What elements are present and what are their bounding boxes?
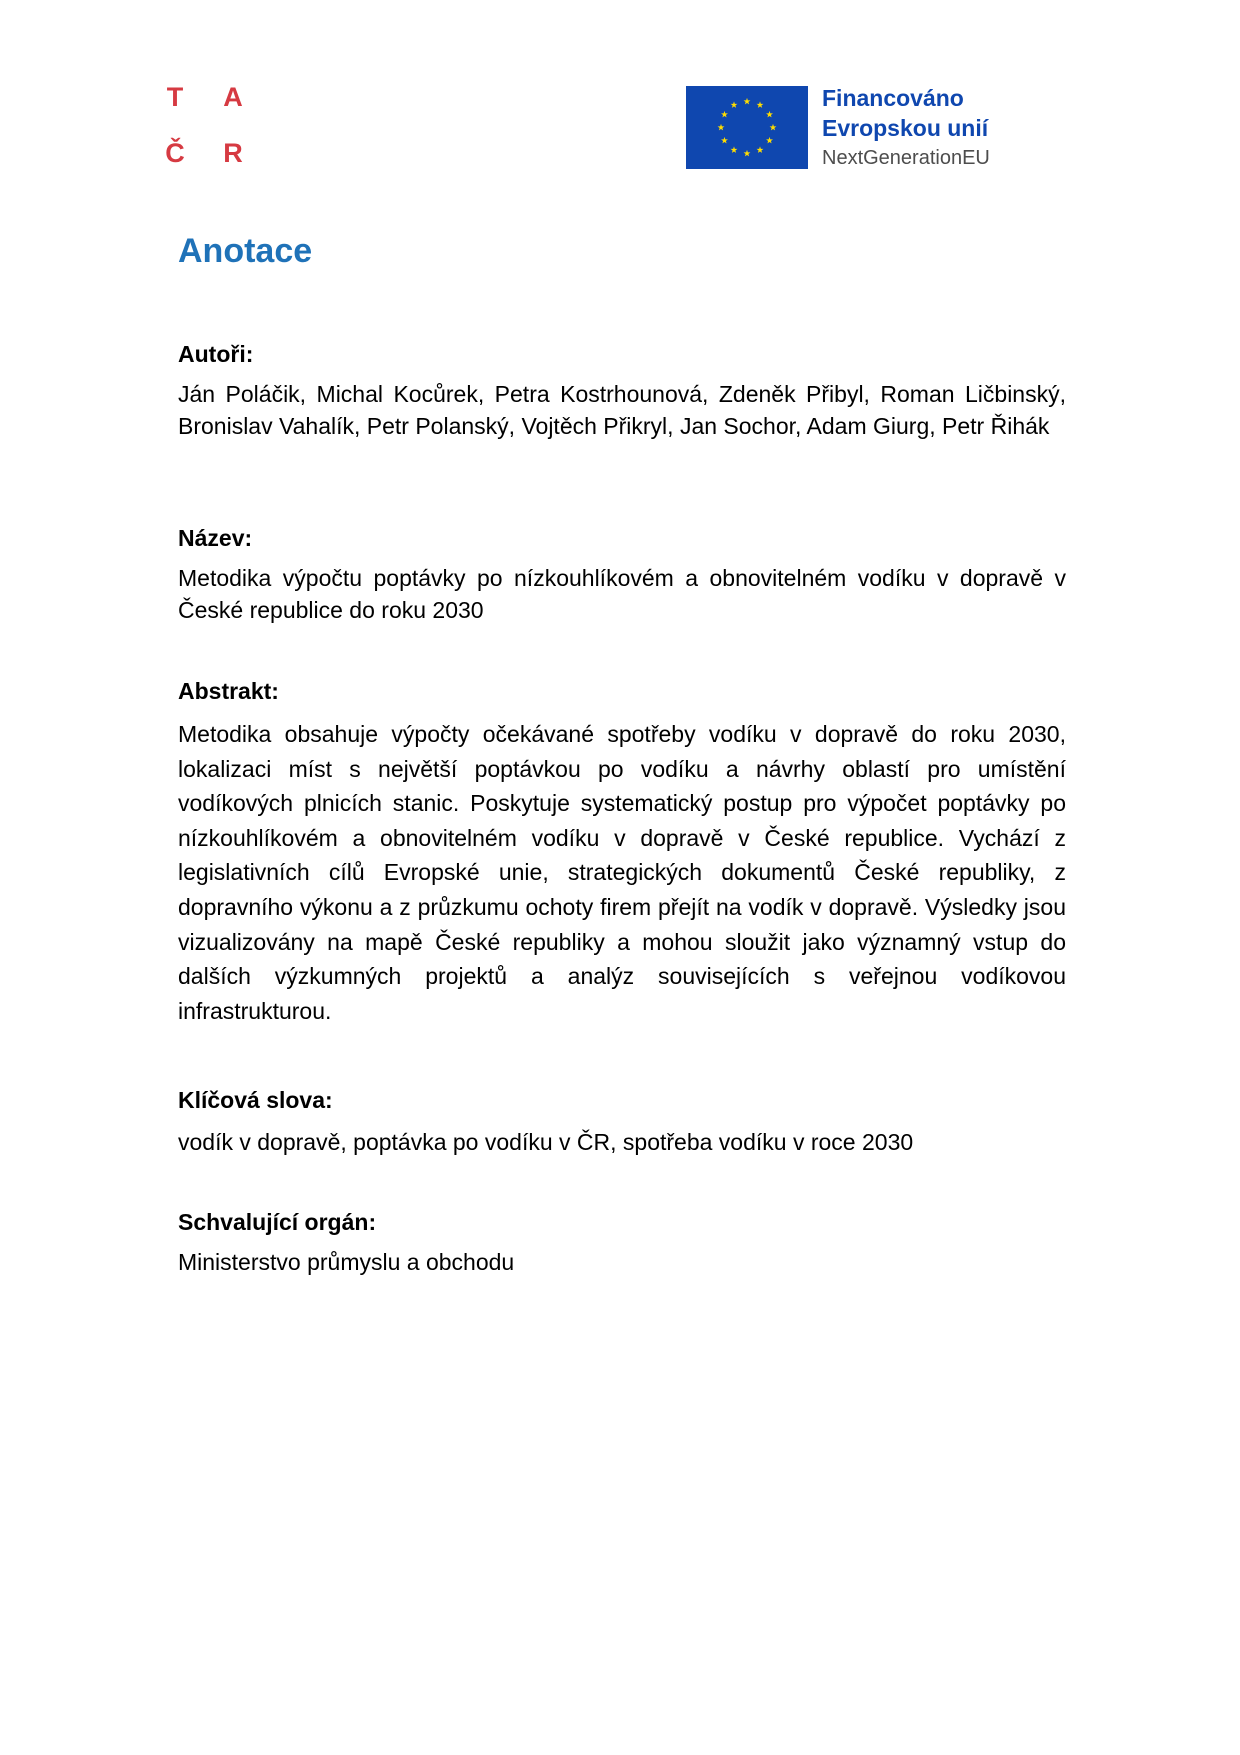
eu-flag-icon bbox=[686, 86, 808, 169]
tacr-letter-t: T bbox=[166, 82, 184, 112]
name-label: Název: bbox=[178, 525, 253, 551]
eu-star-icon bbox=[744, 98, 751, 105]
eu-star-icon bbox=[766, 111, 773, 118]
eu-star-icon bbox=[757, 146, 764, 153]
authors-section bbox=[178, 338, 1066, 442]
eu-star-icon bbox=[757, 101, 764, 108]
eu-star-icon bbox=[731, 146, 738, 153]
tacr-letter-c: Č bbox=[165, 138, 185, 168]
keywords-label: Klíčová slova: bbox=[178, 1087, 333, 1113]
name-text: Metodika výpočtu poptávky po nízkouhlíkovém a obnovitelném vodíku v dopravě v České republice do roku 2030 bbox=[178, 565, 1066, 623]
eu-star-icon bbox=[731, 101, 738, 108]
eu-star-icon bbox=[744, 150, 751, 157]
page-title: Anotace bbox=[178, 232, 313, 270]
approving-body-text: Ministerstvo průmyslu a obchodu bbox=[178, 1249, 515, 1275]
eu-star-icon bbox=[721, 111, 728, 118]
approving-body-label: Schvalující orgán: bbox=[178, 1209, 377, 1235]
tacr-letter-a: A bbox=[223, 82, 243, 112]
authors-text: Ján Poláčik, Michal Kocůrek, Petra Kostrhounová, Zdeněk Přibyl, Roman Ličbinský, Bronislav Vahalík, Petr Polanský, Vojtěch Přikryl, Jan Sochor, Adam Giurg, Petr Řihák bbox=[178, 381, 1066, 439]
approving-body-section bbox=[178, 1206, 1066, 1278]
keywords-text: vodík v dopravě, poptávka po vodíku v ČR, spotřeba vodíku v roce 2030 bbox=[178, 1129, 914, 1155]
eu-funding-line1: Financováno bbox=[822, 85, 964, 111]
authors-label: Autoři: bbox=[178, 341, 254, 367]
eu-funding-line3: NextGenerationEU bbox=[822, 147, 990, 169]
abstract-label: Abstrakt: bbox=[178, 678, 279, 704]
name-section bbox=[178, 522, 1066, 626]
tacr-logo bbox=[160, 82, 250, 172]
abstract-section bbox=[178, 675, 1066, 1028]
eu-funding-line2: Evropskou unií bbox=[822, 115, 989, 141]
eu-star-icon bbox=[721, 137, 728, 144]
eu-star-icon bbox=[766, 137, 773, 144]
tacr-letter-r: R bbox=[223, 138, 243, 168]
keywords-section bbox=[178, 1084, 1066, 1158]
eu-funding-text bbox=[822, 83, 990, 173]
eu-star-icon bbox=[718, 124, 725, 131]
abstract-text: Metodika obsahuje výpočty očekávané spotřeby vodíku v dopravě do roku 2030, lokalizaci míst s největší poptávkou po vodíku a návrhy oblastí pro umístění vodíkových plnicích stanic. Poskytuje systematický postup pro výpočet poptávky po nízkouhlíkovém a obnovitelném vodíku v dopravě v České republice. Vychází z legislativních cílů Evropské unie, strategických dokumentů České republiky, z dopravního výkonu a z průzkumu ochoty firem přejít na vodík v dopravě. Výsledky jsou vizualizovány na mapě České republiky a mohou sloužit jako významný vstup do dalších výzkumných projektů a analýz souvisejících s veřejnou vodíkovou infrastrukturou. bbox=[178, 721, 1066, 1024]
eu-star-icon bbox=[770, 124, 777, 131]
